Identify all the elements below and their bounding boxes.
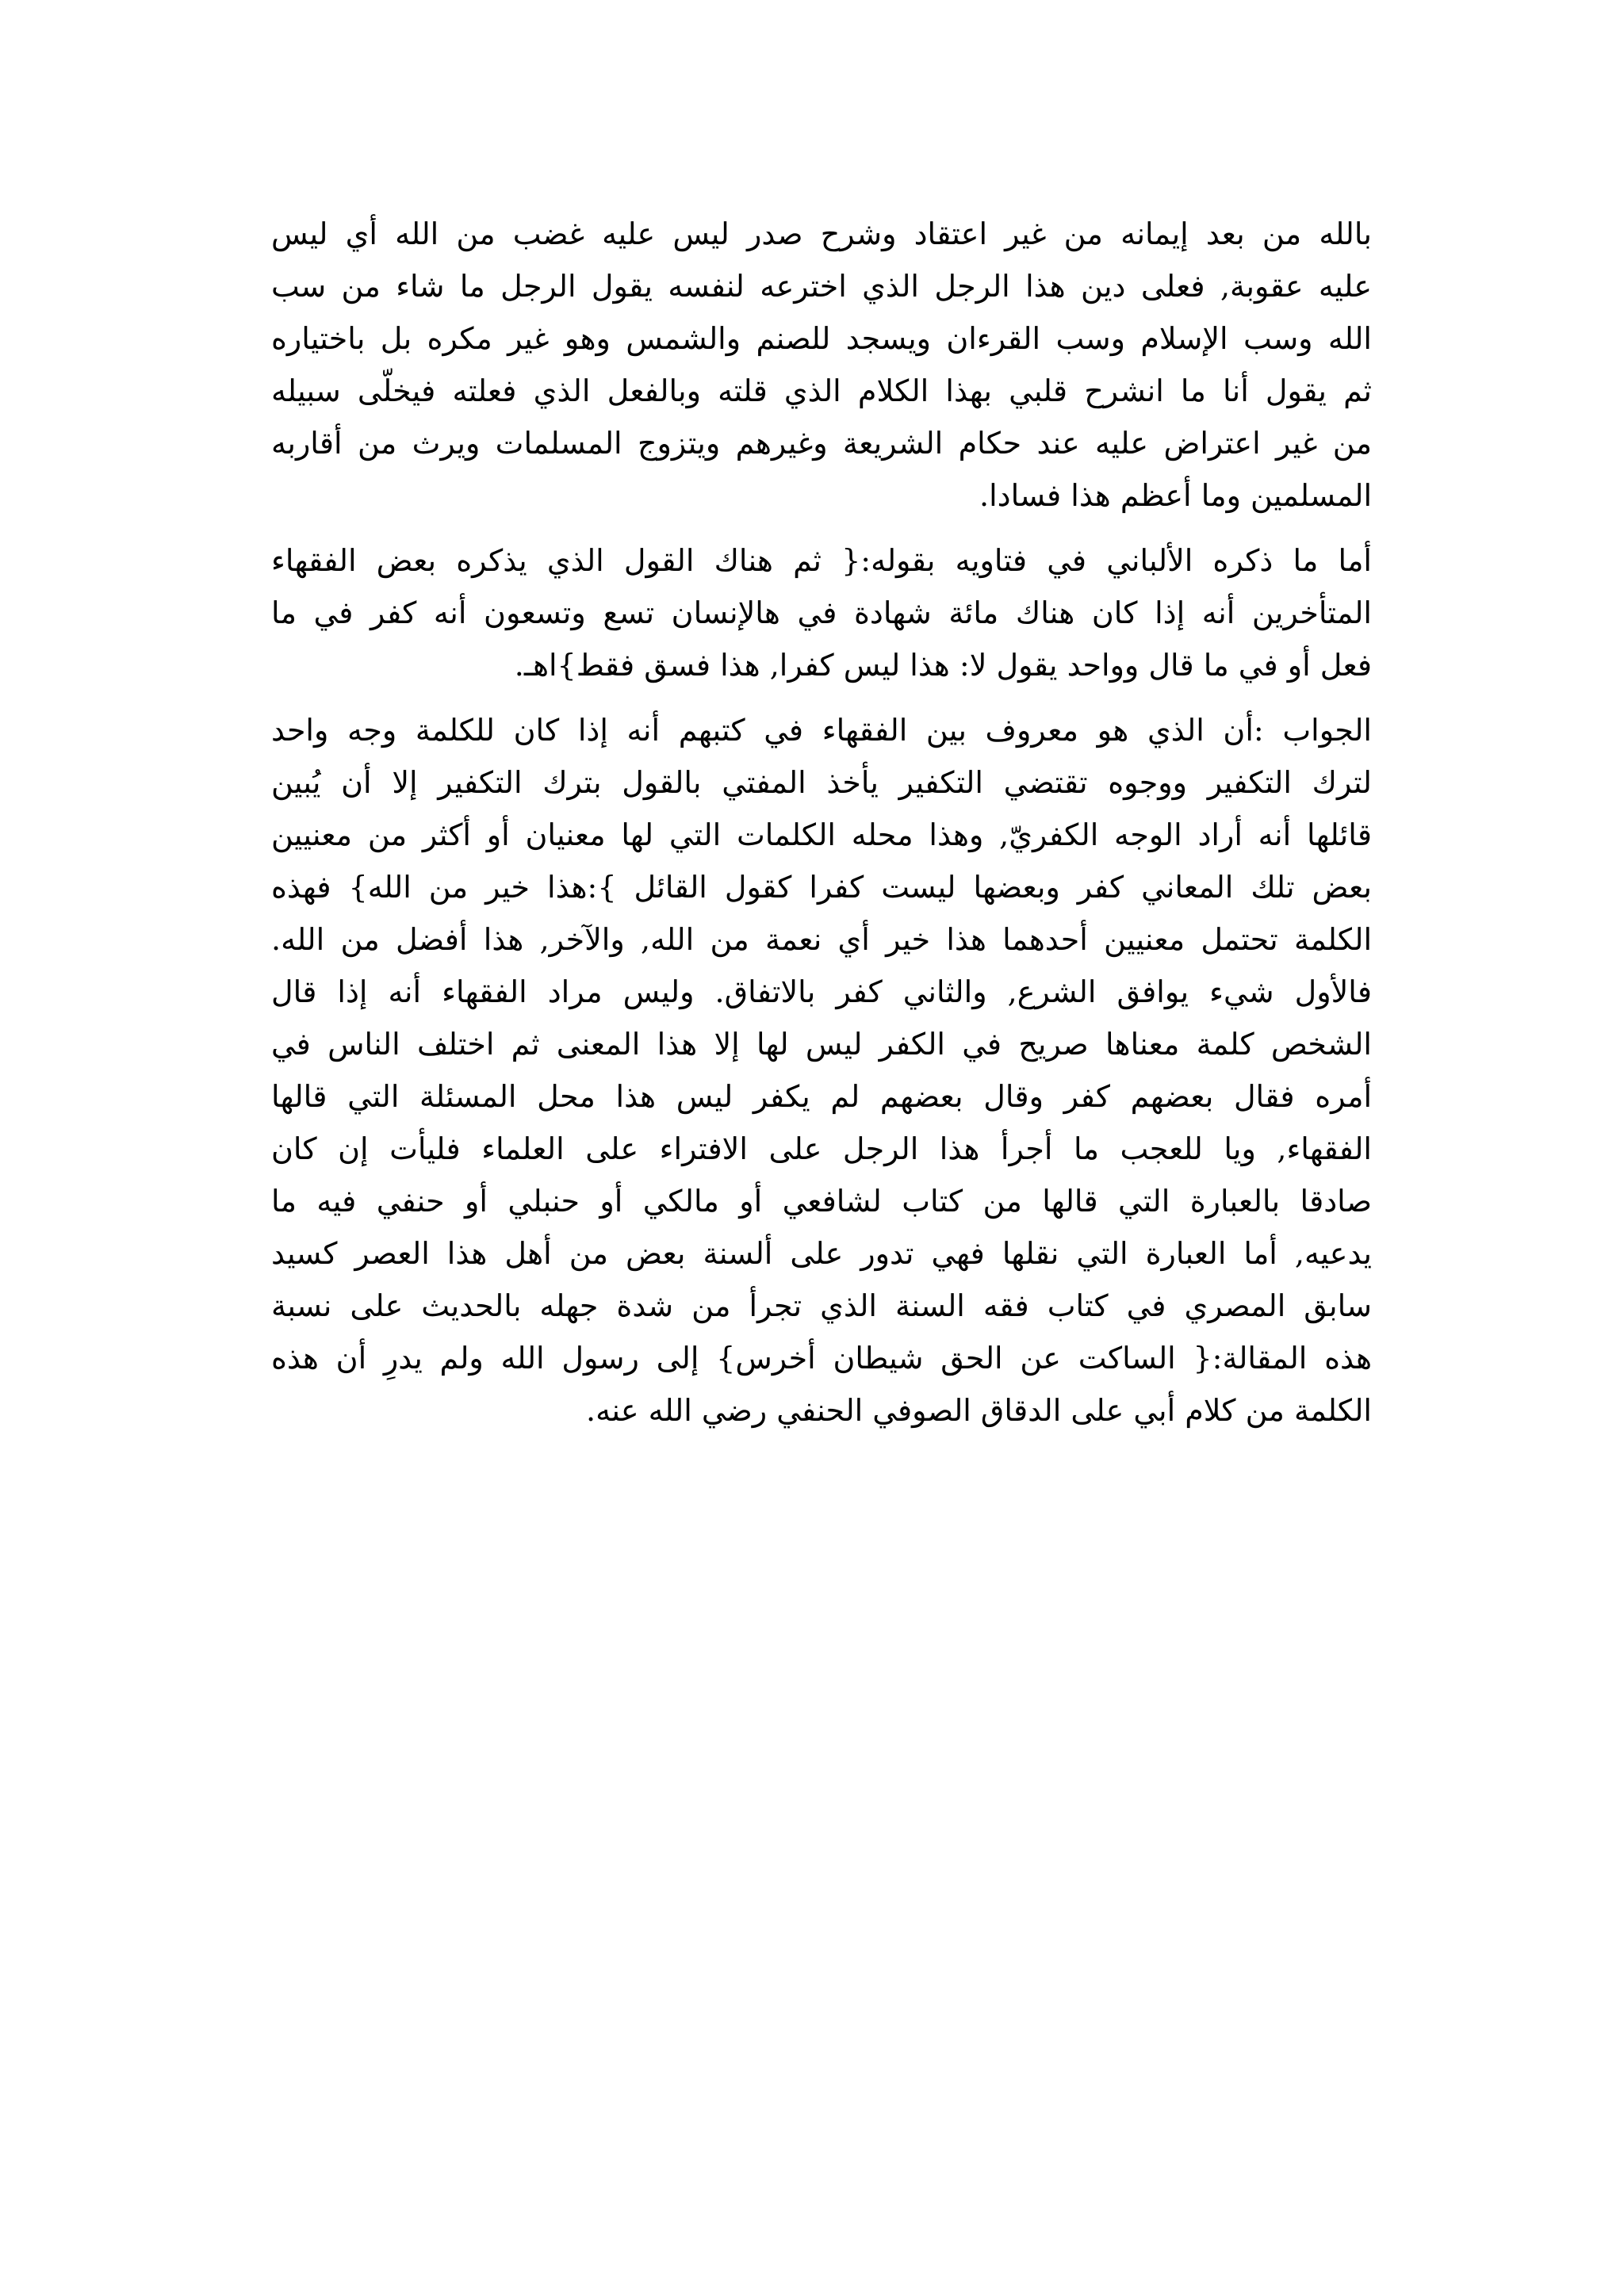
text-line: الله وسب الإسلام وسب القرءان ويسجد للصنم والشمس وهو غير مكره بل باختياره [271, 321, 1372, 356]
text-line: ثم يقول أنا ما انشرح قلبي بهذا الكلام الذي قلته وبالفعل الذي فعلته فيخلّى سبيله [271, 373, 1372, 408]
document-body [271, 208, 1372, 1437]
text-line: الفقهاء, ويا للعجب ما أجرأ هذا الرجل على الافتراء على العلماء فليأت إن كان [271, 1131, 1372, 1166]
text-line: عليه عقوبة, فعلى دين هذا الرجل الذي اخترعه لنفسه يقول الرجل ما شاء من سب [271, 269, 1372, 304]
text-line: بعض تلك المعاني كفر وبعضها ليست كفرا كقول القائل }:هذا خير من الله} فهذه [271, 870, 1372, 905]
paragraph-2 [271, 534, 1372, 691]
text-line: قائلها أنه أراد الوجه الكفريّ, وهذا محله الكلمات التي لها معنيان أو أكثر من معنيين [271, 817, 1372, 852]
text-line: الشخص كلمة معناها صريح في الكفر ليس لها إلا هذا المعنى ثم اختلف الناس في [271, 1027, 1372, 1062]
text-line: فعل أو في ما قال وواحد يقول لا: هذا ليس كفرا, هذا فسق فقط}اهـ. [514, 648, 1372, 683]
text-line: المسلمين وما أعظم هذا فسادا. [979, 478, 1372, 513]
text-line: أما ما ذكره الألباني في فتاويه بقوله:{ ثم هناك القول الذي يذكره بعض الفقهاء [271, 543, 1372, 578]
text-line: فالأول شيء يوافق الشرع, والثاني كفر بالاتفاق. وليس مراد الفقهاء أنه إذا قال [271, 974, 1372, 1009]
text-line: صادقا بالعبارة التي قالها من كتاب لشافعي أو مالكي أو حنبلي أو حنفي فيه ما [271, 1184, 1372, 1219]
paragraph-3 [271, 704, 1372, 1437]
text-line: الكلمة من كلام أبي على الدقاق الصوفي الحنفي رضي الله عنه. [585, 1393, 1372, 1428]
text-line: هذه المقالة:{ الساكت عن الحق شيطان أخرس} إلى رسول الله ولم يدرِ أن هذه [271, 1341, 1372, 1376]
text-line: يدعيه, أما العبارة التي نقلها فهي تدور على ألسنة بعض من أهل هذا العصر كسيد [271, 1236, 1372, 1271]
text-line: الجواب :أن الذي هو معروف بين الفقهاء في كتبهم أنه إذا كان للكلمة وجه واحد [271, 713, 1372, 748]
text-line: لترك التكفير ووجوه تقتضي التكفير يأخذ المفتي بالقول بترك التكفير إلا أن يُبين [271, 765, 1372, 800]
text-line: سابق المصري في كتاب فقه السنة الذي تجرأ من شدة جهله بالحديث على نسبة [271, 1288, 1372, 1323]
text-line: بالله من بعد إيمانه من غير اعتقاد وشرح صدر ليس عليه غضب من الله أي ليس [271, 216, 1373, 251]
text-line: الكلمة تحتمل معنيين أحدهما هذا خير أي نعمة من الله, والآخر, هذا أفضل من الله. [271, 922, 1372, 957]
text-line: أمره فقال بعضهم كفر وقال بعضهم لم يكفر ليس هذا محل المسئلة التي قالها [271, 1079, 1372, 1114]
text-line: المتأخرين أنه إذا كان هناك مائة شهادة في هالإنسان تسع وتسعون أنه كفر في ما [271, 595, 1372, 630]
text-line: من غير اعتراض عليه عند حكام الشريعة وغيرهم ويتزوج المسلمات ويرث من أقاربه [271, 426, 1372, 461]
paragraph-1 [271, 208, 1372, 522]
